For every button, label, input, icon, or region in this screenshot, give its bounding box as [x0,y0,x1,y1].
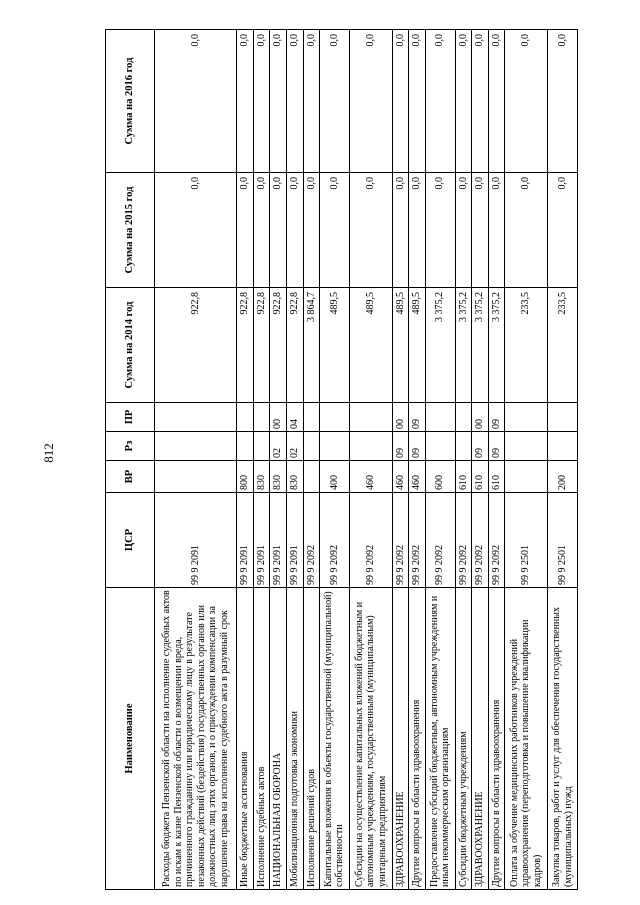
cell-sum-2015: 0,0 [287,173,304,288]
cell-rz [303,432,320,461]
table-row [425,30,455,890]
cell-sum-2015: 0,0 [392,173,409,288]
cell-pr [505,403,548,432]
cell-pr [253,403,270,432]
cell-sum-2015: 0,0 [455,173,472,288]
cell-name: Субсидии на осуществление капитальных вложений бюджетным и автономным учреждениям, государственным (муниципальным) унитарным предприятиям [349,588,392,890]
cell-sum-2015: 0,0 [253,173,270,288]
cell-sum-2014: 922,8 [270,288,287,403]
cell-sum-2014: 233,5 [505,288,548,403]
table-row [270,30,287,890]
cell-pr: 09 [409,403,426,432]
cell-sum-2014: 3 375,2 [472,288,489,403]
cell-vr [303,461,320,493]
table-row [392,30,409,890]
cell-csr: 99 9 2092 [320,493,350,588]
cell-csr: 99 9 2091 [237,493,254,588]
cell-csr: 99 9 2092 [409,493,426,588]
cell-name: Мобилизационная подготовка экономики [287,588,304,890]
cell-sum-2015: 0,0 [155,173,237,288]
cell-sum-2016: 0,0 [349,30,392,173]
header-name: Наименование [106,588,155,890]
cell-sum-2016: 0,0 [270,30,287,173]
cell-sum-2014: 922,8 [253,288,270,403]
cell-sum-2015: 0,0 [425,173,455,288]
cell-sum-2016: 0,0 [425,30,455,173]
cell-rz: 09 [472,432,489,461]
budget-table [105,29,578,890]
table-row [155,30,237,890]
cell-name: Исполнение решений судов [303,588,320,890]
cell-sum-2014: 233,5 [548,288,578,403]
header-sum-2014: Сумма на 2014 год [106,288,155,403]
cell-sum-2015: 0,0 [320,173,350,288]
cell-vr: 460 [392,461,409,493]
cell-rz [505,432,548,461]
cell-csr: 99 9 2501 [548,493,578,588]
cell-name: Капитальные вложения в объекты государственной (муниципальной) собственности [320,588,350,890]
cell-sum-2014: 3 864,7 [303,288,320,403]
cell-sum-2014: 489,5 [392,288,409,403]
cell-name: Другие вопросы в области здравоохранения [488,588,505,890]
cell-pr [349,403,392,432]
cell-sum-2015: 0,0 [548,173,578,288]
cell-sum-2016: 0,0 [488,30,505,173]
cell-name: Исполнение судебных актов [253,588,270,890]
table-row [409,30,426,890]
cell-rz: 02 [287,432,304,461]
cell-sum-2015: 0,0 [270,173,287,288]
cell-vr [505,461,548,493]
cell-pr [425,403,455,432]
cell-sum-2016: 0,0 [253,30,270,173]
cell-rz: 09 [488,432,505,461]
cell-rz: 09 [392,432,409,461]
header-sum-2015: Сумма на 2015 год [106,173,155,288]
table-row [455,30,472,890]
cell-vr: 610 [455,461,472,493]
cell-name: Субсидии бюджетным учреждениям [455,588,472,890]
cell-sum-2016: 0,0 [237,30,254,173]
cell-sum-2016: 0,0 [505,30,548,173]
cell-rz [237,432,254,461]
cell-name: НАЦИОНАЛЬНАЯ ОБОРОНА [270,588,287,890]
cell-sum-2014: 489,5 [349,288,392,403]
cell-csr: 99 9 2092 [472,493,489,588]
cell-vr: 800 [237,461,254,493]
cell-vr: 400 [320,461,350,493]
cell-sum-2016: 0,0 [392,30,409,173]
cell-vr [155,461,237,493]
cell-sum-2014: 922,8 [237,288,254,403]
cell-vr: 830 [253,461,270,493]
cell-name: Другие вопросы в области здравоохранения [409,588,426,890]
table-row [472,30,489,890]
table-body [155,30,578,890]
cell-rz [548,432,578,461]
cell-rz [155,432,237,461]
cell-name: Расходы бюджета Пензенской области на исполнение судебных актов по искам к казне Пензенской области о возмещении вреда, причиненного гражданину или юридическому лицу в результате незаконных действий (бездействия) государственных органов или должностных лиц этих органов, и о присуждении компенсации за нарушение права на исполнение судебного акта в разумный срок [155,588,237,890]
table-row [287,30,304,890]
table-row [505,30,548,890]
cell-sum-2016: 0,0 [409,30,426,173]
cell-pr [548,403,578,432]
cell-csr: 99 9 2092 [488,493,505,588]
cell-sum-2014: 489,5 [320,288,350,403]
cell-sum-2014: 922,8 [155,288,237,403]
cell-pr [320,403,350,432]
cell-sum-2015: 0,0 [349,173,392,288]
cell-name: Иные бюджетные ассигнования [237,588,254,890]
header-pr: ПР [106,403,155,432]
rotated-table-wrapper [105,30,578,890]
cell-sum-2016: 0,0 [287,30,304,173]
table-row [237,30,254,890]
cell-sum-2015: 0,0 [237,173,254,288]
cell-sum-2014: 922,8 [287,288,304,403]
cell-sum-2016: 0,0 [303,30,320,173]
cell-rz: 02 [270,432,287,461]
cell-pr [455,403,472,432]
cell-sum-2016: 0,0 [548,30,578,173]
header-rz: Рз [106,432,155,461]
cell-csr: 99 9 2091 [270,493,287,588]
cell-vr: 830 [270,461,287,493]
cell-csr: 99 9 2092 [425,493,455,588]
cell-sum-2014: 3 375,2 [425,288,455,403]
cell-pr: 00 [472,403,489,432]
cell-sum-2016: 0,0 [320,30,350,173]
cell-csr: 99 9 2091 [155,493,237,588]
cell-csr: 99 9 2092 [303,493,320,588]
cell-rz [455,432,472,461]
cell-pr [237,403,254,432]
cell-name: Оплата за обучение медицинских работников учреждений здравоохранения (переподготовка и повышение квалификации кадров) [505,588,548,890]
cell-sum-2016: 0,0 [455,30,472,173]
cell-csr: 99 9 2092 [392,493,409,588]
cell-csr: 99 9 2091 [253,493,270,588]
cell-rz [349,432,392,461]
cell-vr: 460 [409,461,426,493]
table-row [320,30,350,890]
cell-name: ЗДРАВООХРАНЕНИЕ [472,588,489,890]
cell-rz: 09 [409,432,426,461]
cell-sum-2014: 489,5 [409,288,426,403]
cell-sum-2015: 0,0 [409,173,426,288]
cell-sum-2016: 0,0 [472,30,489,173]
cell-rz [425,432,455,461]
page-number: 812 [41,443,56,463]
cell-vr: 830 [287,461,304,493]
cell-sum-2015: 0,0 [303,173,320,288]
table-row [488,30,505,890]
cell-sum-2015: 0,0 [505,173,548,288]
cell-pr: 04 [287,403,304,432]
cell-sum-2015: 0,0 [488,173,505,288]
header-sum-2016: Сумма на 2016 год [106,30,155,173]
cell-vr: 200 [548,461,578,493]
cell-pr [155,403,237,432]
cell-pr [303,403,320,432]
cell-sum-2014: 3 375,2 [488,288,505,403]
cell-sum-2014: 3 375,2 [455,288,472,403]
cell-pr: 09 [488,403,505,432]
cell-name: Закупка товаров, работ и услуг для обеспечения государственных (муниципальных) нужд [548,588,578,890]
cell-csr: 99 9 2501 [505,493,548,588]
cell-vr: 460 [349,461,392,493]
cell-name: Предоставление субсидий бюджетным, автономным учреждениям и иным некоммерческим организациям [425,588,455,890]
header-vr: ВР [106,461,155,493]
header-row [106,30,155,890]
cell-pr: 00 [270,403,287,432]
cell-vr: 610 [488,461,505,493]
cell-vr: 600 [425,461,455,493]
cell-name: ЗДРАВООХРАНЕНИЕ [392,588,409,890]
cell-vr: 610 [472,461,489,493]
cell-csr: 99 9 2091 [287,493,304,588]
cell-pr: 00 [392,403,409,432]
cell-csr: 99 9 2092 [455,493,472,588]
table-row [349,30,392,890]
table-row [303,30,320,890]
table-row [253,30,270,890]
cell-sum-2015: 0,0 [472,173,489,288]
cell-rz [253,432,270,461]
cell-sum-2016: 0,0 [155,30,237,173]
cell-csr: 99 9 2092 [349,493,392,588]
table-row [548,30,578,890]
header-csr: ЦСР [106,493,155,588]
cell-rz [320,432,350,461]
